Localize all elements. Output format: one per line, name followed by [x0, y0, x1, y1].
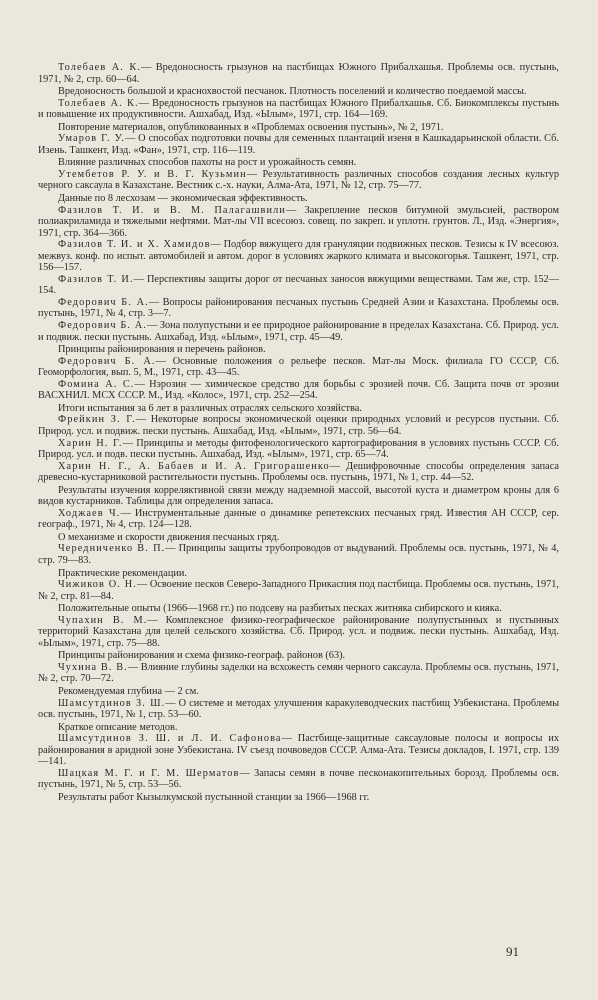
entry-annotation	[38, 122, 559, 134]
bibliography-entry	[38, 543, 559, 566]
entry-text: — Вредоносность грызунов на пастбищах Южного Прибалхашья. Проблемы осв. пустынь, 1971, № 2, стр. 60—64.	[38, 62, 559, 85]
entry-text: — Зона полупустыни и ее природное районирование в пределах Казахстана. Сб. Природ. усл. и подвиж. пески пустынь. Ашхабад, Изд. «Ылым», 1971, стр. 45—49.	[38, 320, 559, 343]
entry-text: Практические рекомендации.	[58, 567, 187, 579]
entry-author: Шамсутдинов З. Ш. и Л. И. Сафонова	[58, 733, 282, 745]
entry-author: Федорович Б. А.	[58, 320, 147, 332]
entry-text: Рекомендуемая глубина — 2 см.	[58, 685, 199, 697]
entry-text: — Пастбище-защитные саксауловые полосы и вопросы их районирования в аридной зоне Узбекистана. IV съезд почвоведов СССР. Алма-Ата. Тезисы докладов, I. 1971, стр. 139—141.	[38, 733, 559, 768]
entry-text: — Влияние глубины заделки на всхожесть семян черного саксаула. Проблемы осв. пустынь, 1971, № 2, стр. 70—72.	[38, 661, 559, 685]
bibliography-entry	[38, 579, 559, 602]
bibliography-entry	[38, 62, 559, 85]
page-number: 91	[506, 944, 519, 959]
entry-annotation	[38, 722, 559, 734]
entry-text: — Комплексное физико-географическое районирование полупустынных и пустынных территорий Казахстана для целей сельского хозяйства. Сб. Природ. усл. и подвиж. пески пустынь. Ашхабад, Изд. «Ылым», 1971, стр. 75—88.	[38, 614, 559, 649]
entry-author: Фазилов Т. И.	[58, 273, 134, 285]
entry-text: — Закрепление песков битумной эмульсией, раствором полиакриламида и тяжелыми нефтями. Мат-лы VII всесоюз. совещ. по закреп. и уплотн. грунтов. Л., Изд. «Энергия», 1971, стр. 364—366.	[38, 204, 559, 239]
entry-text: Повторение материалов, опубликованных в «Проблемах освоения пустынь», № 2, 1971.	[58, 121, 444, 133]
entry-text: — О способах подготовки почвы для семенных плантаций изеня в Кашкадарьинской области. Сб. Изень. Ташкент, Изд. «Фан», 1971, стр. 116—119.	[38, 133, 559, 156]
entry-text: — Результативность различных способов создания лесных культур черного саксаула в Казахстане. Вестник с.-х. науки, Алма-Ата, 1971, № 12, стр. 75—77.	[38, 168, 559, 192]
entry-text: — Дешифровочные способы определения запаса древесно-кустарниковой растительности пустынь. Проблемы осв. пустынь, 1971, № 1, стр. 44—52.	[38, 460, 559, 484]
entry-text: — Принципы и методы фитофенологического картографирования в условиях пустынь СССР. Сб. Природ. усл. и подв. пески пустынь. Ашхабад, Изд. «Ылым», 1971, стр. 65—74.	[38, 437, 559, 461]
entry-text: — Освоение песков Северо-Западного Прикаспия под пастбища. Проблемы осв. пустынь, 1971, № 2, стр. 81—84.	[38, 579, 559, 602]
entry-author: Чередниченко В. П.	[58, 543, 166, 555]
bibliography-entry	[38, 169, 559, 192]
bibliography-entry	[38, 239, 559, 274]
entry-author: Фомина А. С.	[58, 378, 135, 390]
entry-author: Федорович Б. А.	[58, 296, 149, 308]
entry-annotation	[38, 650, 559, 662]
entry-text: — Вредоносность грызунов на пастбищах Южного Прибалхашья. Сб. Биокомплексы пустынь и повышение их продуктивности. Ашхабад, Изд. «Ылым», 1971, стр. 164—169.	[38, 97, 559, 121]
entry-annotation	[38, 193, 559, 205]
entry-author: Умаров Г. У.	[58, 133, 126, 145]
entry-text: — Некоторые вопросы экономической оценки природных условий и ресурсов пустыни. Сб. Природ. усл. и подвиж. пески пустынь. Ашхабад, Изд. «Ылым», 1971, стр. 56—64.	[38, 414, 560, 437]
entry-author: Фрейкин З. Г.	[58, 414, 136, 426]
bibliography-entry	[38, 274, 559, 297]
entry-text: — Принципы защиты трубопроводов от выдуваний. Проблемы осв. пустынь, 1971, № 4, стр. 79—83.	[38, 543, 559, 566]
entry-text: — О системе и методах улучшения каракулеводческих пастбищ Узбекистана. Проблемы осв. пустынь, 1971, № 1, стр. 53—60.	[38, 697, 560, 721]
bibliography-entry	[38, 297, 559, 320]
entry-text: Положительные опыты (1966—1968 гг.) по подсеву на разбитых песках житняка сибирского и кияка.	[58, 603, 502, 615]
entry-text: — Перспективы защиты дорог от песчаных заносов вяжущими веществами. Там же, стр. 152—154.	[38, 273, 559, 297]
entry-author: Харин Н. Г., А. Бабаев и И. А. Григорашенко	[58, 460, 330, 472]
entry-text: — Нэрозин — химическое средство для борьбы с эрозией почв. Сб. Защита почв от эрозии ВАСХНИЛ. МСХ СССР. М., Изд. «Колос», 1971, стр. 252—254.	[38, 378, 559, 402]
entry-author: Харин Н. Г.	[58, 437, 123, 449]
bibliography-entry	[38, 508, 559, 531]
entry-annotation	[38, 568, 559, 580]
entry-author: Фазилов Т. И. и В. М. Палагашвили	[58, 204, 286, 216]
entry-text: Вредоносность большой и краснохвостой песчанок. Плотность поселений и количество поедаемой массы.	[58, 86, 527, 98]
entry-author: Федорович Б. А.	[58, 355, 156, 367]
bibliography-list	[38, 62, 559, 803]
bibliography-entry	[38, 733, 559, 768]
bibliography-entry	[38, 414, 559, 437]
entry-text: Принципы районирования и схема физико-географ. районов (63).	[58, 650, 346, 662]
entry-author: Чижиков О. Н.	[58, 579, 137, 591]
entry-annotation	[38, 157, 559, 169]
bibliography-entry	[38, 438, 559, 461]
bibliography-entry	[38, 461, 559, 484]
entry-annotation	[38, 344, 559, 356]
entry-annotation	[38, 686, 559, 698]
entry-text: Итоги испытания за 6 лет в различных отраслях сельского хозяйства.	[58, 402, 362, 414]
bibliography-entry	[38, 698, 559, 721]
entry-author: Утембетов Р. У. и В. Г. Кузьмин	[58, 168, 247, 180]
entry-text: — Основные положения о рельефе песков. Мат-лы Моск. филиала ГО СССР, Сб. Геоморфология, вып. 5, М., 1971, стр. 43—45.	[38, 355, 560, 379]
entry-annotation	[38, 603, 559, 615]
entry-text: — Подбор вяжущего для грануляции подвижных песков. Тезисы к IV всесоюз. межвуз. конф. по испыт. автомобилей и автом. дорог в условиях жаркого климата и высокогорья. Ташкент, 1971, стр. 156—157.	[38, 239, 559, 274]
bibliography-entry	[38, 98, 559, 121]
bibliography-entry	[38, 615, 559, 650]
entry-text: О механизме и скорости движения песчаных гряд.	[58, 531, 280, 543]
entry-author: Фазилов Т. И. и Х. Хамидов	[58, 239, 211, 251]
entry-annotation	[38, 792, 559, 804]
bibliography-entry	[38, 379, 559, 402]
entry-author: Толебаев А. К.	[58, 97, 139, 109]
bibliography-entry	[38, 356, 559, 379]
entry-text: Результаты изучения корреляктивной связи между надземной массой, высотой куста и диаметром кроны для 6 видов кустарников. Таблицы для определения запаса.	[38, 484, 559, 508]
entry-text: Принципы районирования и перечень районов.	[58, 344, 266, 356]
bibliography-entry	[38, 133, 559, 156]
entry-author: Толебаев А. К.	[58, 62, 142, 73]
entry-text: — Вопросы районирования песчаных пустынь Средней Азии и Казахстана. Проблемы осв. пустынь, 1971, № 4, стр. 3—7.	[38, 296, 559, 320]
entry-text: — Запасы семян в почве песконакопительных борозд. Проблемы осв. пустынь, 1971, № 5, стр. 53—56.	[38, 767, 560, 791]
bibliography-entry	[38, 768, 559, 791]
entry-text: — Инструментальные данные о динамике репетекских песчаных гряд. Известия АН СССР, сер. географ., 1971, № 4, стр. 124—128.	[38, 507, 559, 531]
entry-text: Краткое описание методов.	[58, 721, 178, 733]
entry-text: Данные по 8 лесхозам — экономическая эффективность.	[58, 193, 308, 205]
entry-author: Шамсутдинов З. Ш.	[58, 697, 166, 709]
bibliography-entry	[38, 662, 559, 685]
entry-annotation	[38, 532, 559, 544]
entry-annotation	[38, 403, 559, 415]
bibliography-entry	[38, 205, 559, 240]
entry-author: Шацкая М. Г. и Г. М. Шерматов	[58, 767, 240, 779]
entry-annotation	[38, 485, 559, 508]
entry-text: Влияние различных способов пахоты на рост и урожайность семян.	[58, 157, 357, 169]
entry-author: Чухина В. В.	[58, 661, 128, 673]
entry-author: Чупахин В. М.	[58, 614, 148, 626]
entry-annotation	[38, 86, 559, 98]
entry-text: Результаты работ Кызылкумской пустынной станции за 1966—1968 гг.	[58, 791, 370, 803]
entry-author: Ходжаев Ч.	[58, 507, 121, 519]
bibliography-entry	[38, 320, 559, 343]
